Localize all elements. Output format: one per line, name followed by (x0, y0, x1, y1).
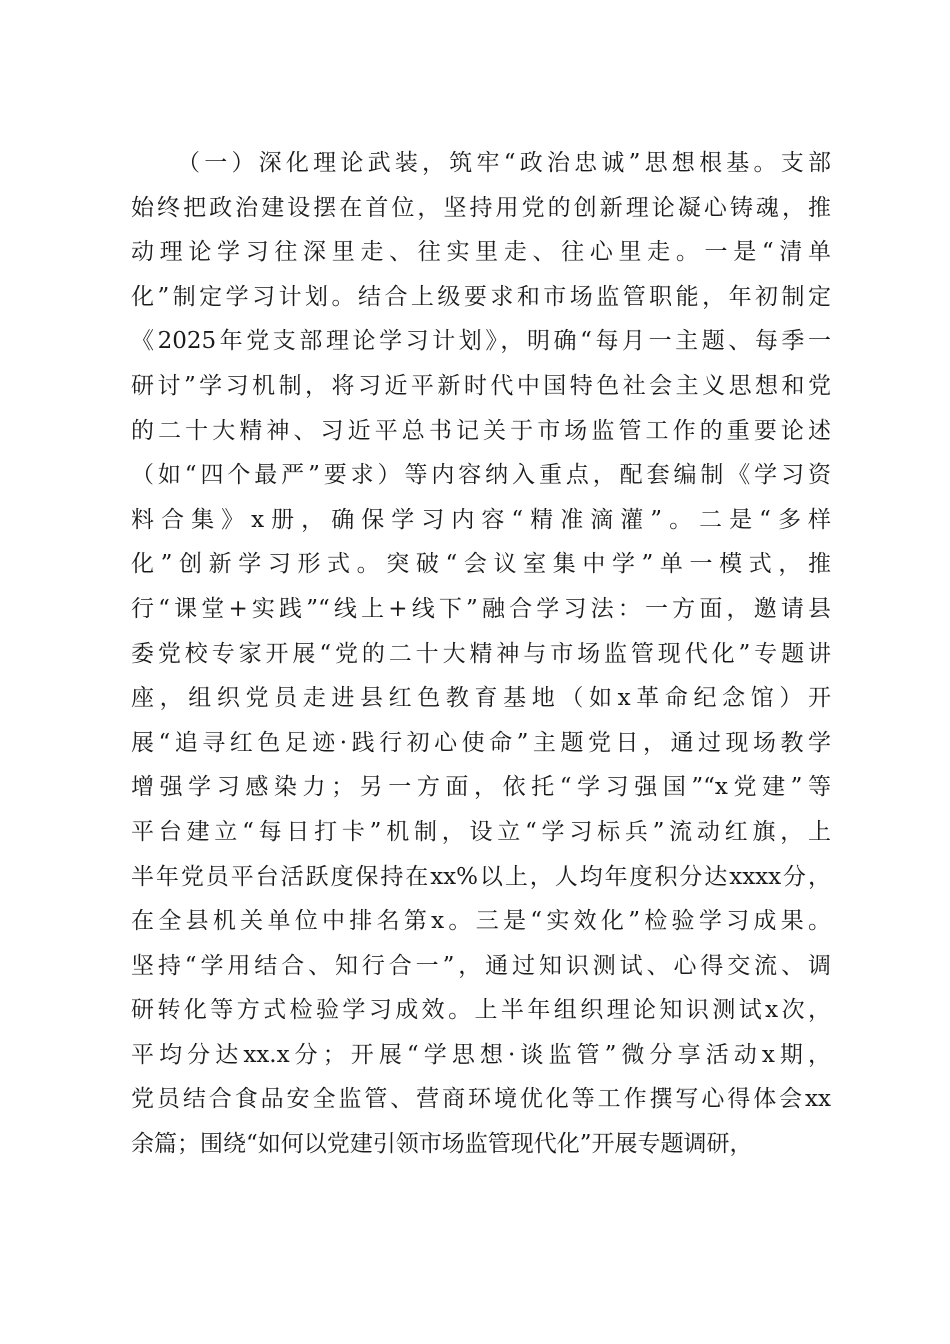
paragraph-line: 料合集》x册，确保学习内容“精准滴灌”。二是“多样 (131, 506, 831, 533)
paragraph-line: 化”创新学习形式。突破“会议室集中学”单一模式，推 (131, 551, 831, 578)
paragraph-line: 行“课堂+实践”“线上+线下”融合学习法：一方面，邀请县 (131, 595, 831, 622)
paragraph-line: 半年党员平台活跃度保持在xx%以上，人均年度积分达xxxx分， (131, 863, 831, 890)
paragraph-line: 党员结合食品安全监管、营商环境优化等工作撰写心得体会xx (131, 1086, 831, 1113)
paragraph-line: 化”制定学习计划。结合上级要求和市场监管职能，年初制定 (131, 283, 831, 310)
paragraph-line: 座，组织党员走进县红色教育基地（如x革命纪念馆）开 (131, 685, 831, 712)
paragraph-line: 坚持“学用结合、知行合一”，通过知识测试、心得交流、调 (131, 952, 831, 979)
paragraph-line: 研讨”学习机制，将习近平新时代中国特色社会主义思想和党 (131, 372, 831, 399)
paragraph-line: 平台建立“每日打卡”机制，设立“学习标兵”流动红旗，上 (131, 818, 831, 845)
paragraph-line: 《2025年党支部理论学习计划》，明确“每月一主题、每季一 (131, 328, 831, 355)
paragraph-line: 研转化等方式检验学习成效。上半年组织理论知识测试x次， (131, 997, 831, 1024)
paragraph-line: （如“四个最严”要求）等内容纳入重点，配套编制《学习资 (131, 462, 831, 489)
paragraph-line: 在全县机关单位中排名第x。三是“实效化”检验学习成果。 (131, 908, 831, 935)
paragraph-line: 平均分达xx.x分；开展“学思想·谈监管”微分享活动x期， (131, 1041, 831, 1068)
paragraph-line: 动理论学习往深里走、往实里走、往心里走。一是“清单 (131, 239, 831, 266)
paragraph-line: 增强学习感染力；另一方面，依托“学习强国”“x党建”等 (131, 774, 831, 801)
body-paragraph (131, 141, 831, 1167)
paragraph-line: 余篇；围绕“如何以党建引领市场监管现代化”开展专题调研， (131, 1131, 753, 1158)
paragraph-line: 的二十大精神、习近平总书记关于市场监管工作的重要论述 (131, 417, 831, 444)
paragraph-line: 始终把政治建设摆在首位，坚持用党的创新理论凝心铸魂，推 (131, 194, 831, 221)
paragraph-line: 委党校专家开展“党的二十大精神与市场监管现代化”专题讲 (131, 640, 831, 667)
paragraph-line: 展“追寻红色足迹·践行初心使命”主题党日，通过现场教学 (131, 729, 831, 756)
paragraph-line: （一）深化理论武装，筑牢“政治忠诚”思想根基。支部 (177, 150, 831, 176)
